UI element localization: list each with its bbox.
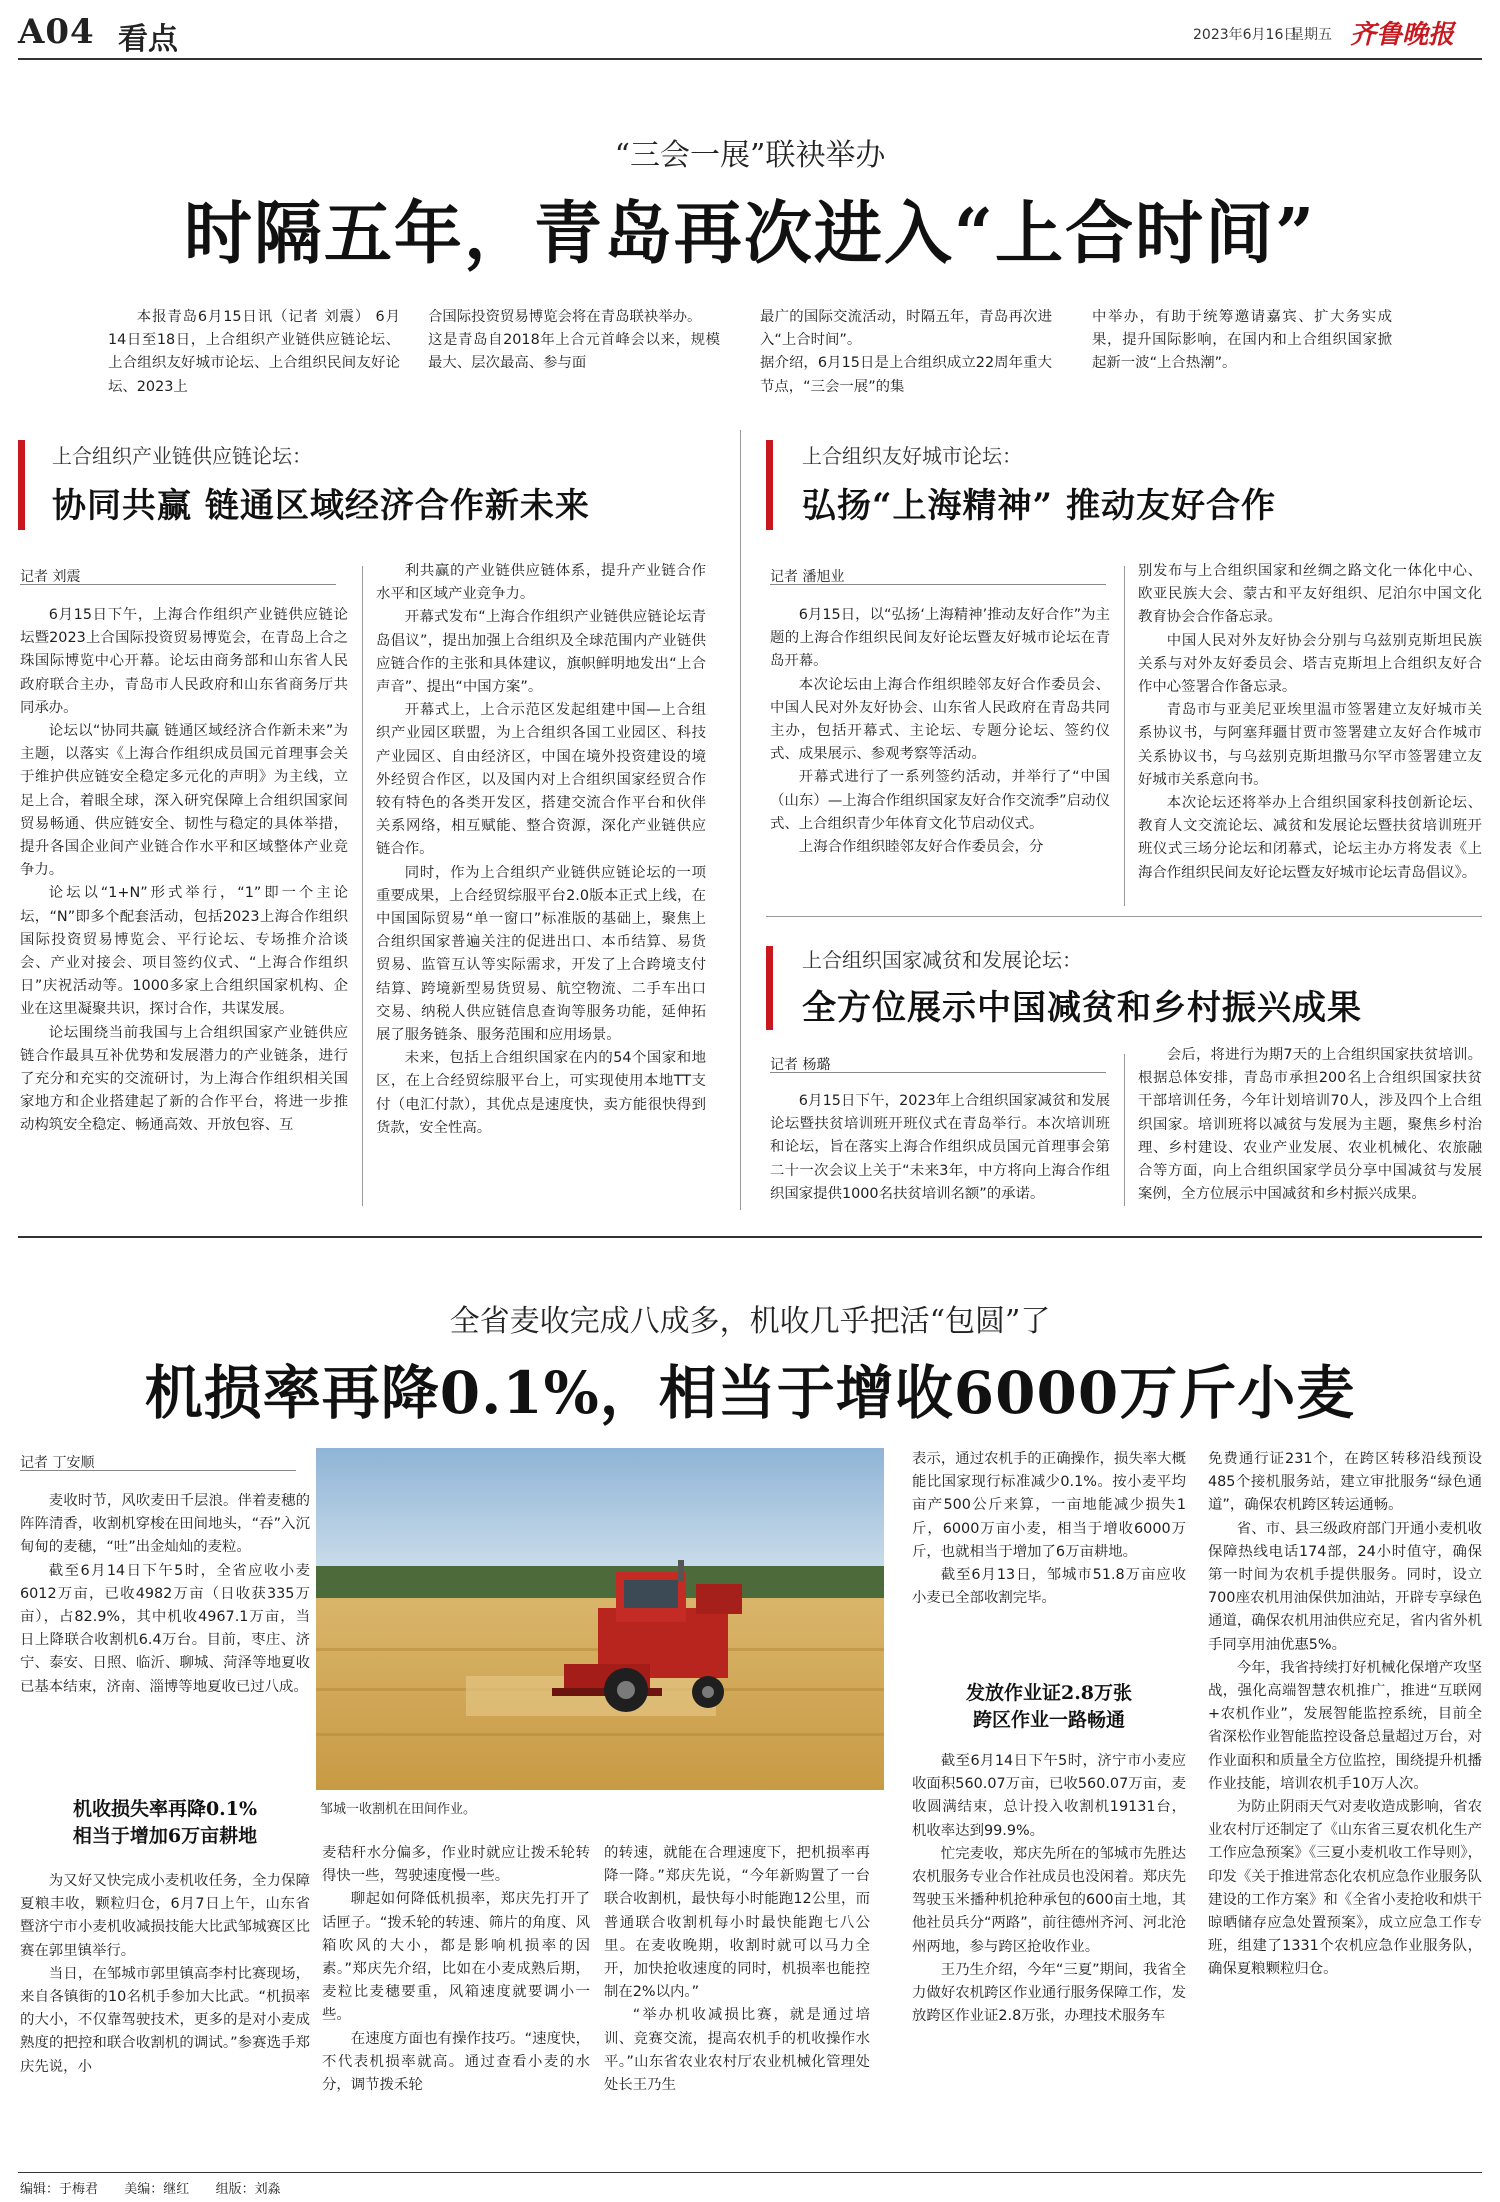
paragraph: 6月15日，以“弘扬‘上海精神’推动友好合作”为主题的上海合作组织民间友好论坛暨友好城市论坛在青岛开幕。 <box>770 607 1110 670</box>
section-separator <box>18 1236 1482 1238</box>
lead-column-2: 合国际投资贸易博览会将在青岛联袂举办。 这是青岛自2018年上合元首峰会以来，规模最大、层次最高、参与面 <box>428 309 720 372</box>
paragraph: 表示，通过农机手的正确操作，损失率大概能比国家现行标准减少0.1%。按小麦平均亩产500公斤来算，一亩地能减少损失1斤，6000万亩小麦，相当于增收6000万斤，也就相当于增加了6万亩耕地。 <box>912 1451 1186 1560</box>
paragraph: 论坛围绕当前我国与上合组织国家产业链供应链合作最具互补优势和发展潜力的产业链条，进行了充分和充实的交流研讨，为上海合作组织相关国家地方和企业搭建起了新的合作平台，将进一步推动构筑安全稳定、畅通高效、开放包容、互 <box>20 1024 348 1134</box>
story1-byline: 记者 刘震 <box>20 569 81 585</box>
story4-column-1-bottom <box>20 1870 310 2166</box>
harvester-photo-illustration <box>316 1448 884 1790</box>
paragraph: “举办机收减损比赛，就是通过培训、竞赛交流，提高农机手的机收操作水平。”山东省农业农村厅农业机械化管理处处长王乃生 <box>604 2007 870 2094</box>
story2-accent-bar <box>766 440 773 530</box>
story1-accent-bar <box>18 440 25 530</box>
story1-headline: 协同共赢 链通区域经济合作新未来 <box>52 486 590 526</box>
story-divider-center <box>740 430 741 1210</box>
footer-art-editor: 美编：继红 <box>124 2182 190 2197</box>
story4-column-1-top <box>20 1490 310 1770</box>
footer-rule <box>18 2172 1482 2173</box>
paragraph: 今年，我省持续打好机械化保增产攻坚战，强化高端智慧农机推广，推进“互联网+农机作业”，发展智能监控系统，目前全省深松作业智能监控设备总量超过万台，对作业面积和质量全方位监控，围绕提升机播作业技能，培训农机手10万人次。 <box>1208 1659 1482 1792</box>
issue-weekday: 星期五 <box>1290 27 1332 43</box>
paragraph: 在速度方面也有操作技巧。“速度快，不代表机损率就高。通过查看小麦的水分，调节拨禾轮 <box>322 2030 590 2094</box>
story4-column-4-top <box>912 1448 1186 1670</box>
story3-column-2 <box>1138 1044 1482 1208</box>
footer-credits <box>20 2178 281 2197</box>
paragraph: 利共赢的产业链供应链体系，提升产业链合作水平和区域产业竞争力。 <box>376 563 706 603</box>
paragraph: 为又好又快完成小麦机收任务，全力保障夏粮丰收，颗粒归仓，6月7日上午，山东省暨济宁市小麦机收减损技能大比武邹城赛区比赛在郭里镇举行。 <box>20 1873 310 1959</box>
story4-column-3-top <box>604 1842 870 2166</box>
paragraph: 青岛市与亚美尼亚埃里温市签署建立友好城市关系协议书，与阿塞拜疆甘贾市签署建立友好合作城市关系协议书，与乌兹别克斯坦撒马尔罕市签署建立友好城市关系意向书。 <box>1138 702 1482 788</box>
paragraph: 论坛以“1+N”形式举行，“1”即一个主论坛，“N”即多个配套活动，包括2023上海合作组织国际投资贸易博览会、平行论坛、专场推介洽谈会、产业对接会、项目签约仪式、“上海合作组织日”庆祝活动等。1000多家上合组织国家机构、企业在这里凝聚共识，探讨合作，共谋发展。 <box>20 885 348 1018</box>
paragraph: 开幕式发布“上海合作组织产业链供应链论坛青岛倡议”，提出加强上合组织及全球范围内产业链供应链合作的主张和具体建议，旗帜鲜明地发出“上合声音”、提出“中国方案”。 <box>376 609 706 696</box>
story1-kicker: 上合组织产业链供应链论坛： <box>52 444 312 468</box>
story2-column-1 <box>770 604 1110 906</box>
subhead-line: 相当于增加6万亩耕地 <box>72 1825 258 1847</box>
story2-story3-rule <box>766 916 1482 917</box>
story4-column-4 <box>912 1750 1186 2166</box>
issue-date: 2023年6月16日 <box>1193 27 1298 43</box>
story2-headline: 弘扬“上海精神” 推动友好合作 <box>802 486 1276 526</box>
newspaper-logo: 齐鲁晚报 <box>1350 20 1455 50</box>
footer-layout: 组版：刘淼 <box>215 2182 281 2197</box>
paragraph: 省、市、县三级政府部门开通小麦机收保障热线电话174部，24小时值守，确保第一时间为农机手提供服务。同时，设立700座农机用油保供加油站，开辟专享绿色通道，确保农机用油供应充足，省内省外机手同享用油优惠5%。 <box>1208 1520 1482 1653</box>
subhead-line: 发放作业证2.8万张 <box>965 1682 1133 1704</box>
paragraph: 截至6月14日下午5时，济宁市小麦应收面积560.07万亩，已收560.07万亩，麦收圆满结束，总计投入收割机19131台，机收率达到99.9%。 <box>912 1753 1186 1839</box>
paragraph: 6月15日下午，上海合作组织产业链供应链论坛暨2023上合国际投资贸易博览会，在青岛上合之珠国际博览中心开幕。论坛由商务部和山东省人民政府联合主办，青岛市人民政府和山东省商务厅共同承办。 <box>20 607 348 716</box>
lead-kicker: “三会一展”联袂举办 <box>614 138 886 173</box>
story2-byline: 记者 潘旭业 <box>770 569 845 585</box>
section-name: 看点 <box>118 22 178 57</box>
story2-byline-rule <box>770 584 1106 585</box>
story3-column-1 <box>770 1090 1110 1208</box>
lead-column-3: 最广的国际交流活动，时隔五年，青岛再次进入“上合时间”。 据介绍，6月15日是上合组织成立22周年重大节点，“三会一展”的集 <box>760 309 1052 395</box>
paragraph: 同时，作为上合组织产业链供应链论坛的一项重要成果，上合经贸综服平台2.0版本正式上线，在中国国际贸易“单一窗口”标准版的基础上，聚焦上合组织国家普遍关注的促进出口、本币结算、易货贸易、监管互认等实际需求，开发了上合跨境支付结算、跨境新型易货贸易、航空物流、二手车出口交易、纳税人供应链信息查询等服务功能，延伸拓展了服务链条、服务范围和应用场景。 <box>376 864 706 1044</box>
page-number: A04 <box>18 12 95 52</box>
story4-subhead-2 <box>912 1680 1186 1734</box>
paragraph: 上海合作组织睦邻友好合作委员会，分 <box>798 839 1044 856</box>
paragraph: 忙完麦收，郑庆先所在的邹城市先胜达农机服务专业合作社成员也没闲着。郑庆先驾驶玉米播种机抢种承包的600亩土地，其他社员兵分“两路”，前往德州齐河、河北沧州两地，参与跨区抢收作业。 <box>912 1845 1186 1955</box>
paragraph: 聊起如何降低机损率，郑庆先打开了话匣子。“拨禾轮的转速、筛片的角度、风箱吹风的大小，都是影响机损率的因素。”郑庆先介绍，比如在小麦成熟后期，麦粒比麦穗要重，风箱速度就要调小一些。 <box>322 1891 590 2024</box>
paragraph: 中国人民对外友好协会分别与乌兹别克斯坦民族关系与对外友好委员会、塔吉克斯坦上合组织友好合作中心签署合作备忘录。 <box>1138 632 1482 696</box>
story2-column-divider <box>1124 566 1125 906</box>
story4-byline: 记者 丁安顺 <box>20 1455 95 1471</box>
story4-byline-rule <box>20 1470 296 1471</box>
harvester-photo <box>316 1448 884 1790</box>
paragraph: 未来，包括上合组织国家在内的54个国家和地区，在上合经贸综服平台上，可实现使用本地TT支付（电汇付款），其优点是速度快，卖方能很快得到货款，安全性高。 <box>376 1050 706 1136</box>
paragraph: 免费通行证231个，在跨区转移沿线预设485个接机服务站，建立审批服务“绿色通道”，确保农机跨区转运通畅。 <box>1208 1451 1482 1514</box>
photo-caption: 邹城一收割机在田间作业。 <box>320 1802 477 1817</box>
story4-column-2 <box>322 1842 590 2166</box>
masthead <box>18 10 1482 56</box>
subhead-line: 跨区作业一路畅通 <box>972 1709 1125 1731</box>
paragraph: 本次论坛由上海合作组织睦邻友好合作委员会、中国人民对外友好协会、山东省人民政府在青岛共同主办，包括开幕式、主论坛、专题分论坛、签约仪式、成果展示、参观考察等活动。 <box>770 676 1110 763</box>
paragraph: 为防止阴雨天气对麦收造成影响，省农业农村厅还制定了《山东省三夏农机化生产工作应急预案》《三夏小麦机收工作导则》，印发《关于推进常态化农机应急作业服务队建设的工作方案》和《全省小麦抢收和烘干晾晒储存应急处置预案》，成立应急工作专班，组建了1331个农机应急作业服务队，确保夏粮颗粒归仓。 <box>1208 1799 1482 1978</box>
footer-editor: 编辑：于梅君 <box>20 2182 99 2197</box>
story2-column-2 <box>1138 560 1482 908</box>
story4-column-5 <box>1208 1448 1482 2166</box>
paragraph: 开幕式进行了一系列签约活动，并举行了“中国（山东）—上海合作组织国家友好合作交流季”启动仪式、上合组织青少年体育文化节启动仪式。 <box>770 769 1110 832</box>
story1-column-1 <box>20 604 348 1204</box>
story3-byline-rule <box>770 1072 1106 1073</box>
paragraph: 王乃生介绍，今年“三夏”期间，我省全力做好农机跨区作业通行服务保障工作，发放跨区作业证2.8万张，办理技术服务车 <box>912 1961 1186 2025</box>
lead-column-4: 中举办，有助于统筹邀请嘉宾、扩大务实成果，提升国际影响，在国内和上合组织国家掀起新一波“上合热潮”。 <box>1092 309 1392 372</box>
story3-accent-bar <box>766 946 773 1030</box>
paragraph: 本次论坛还将举办上合组织国家科技创新论坛、教育人文交流论坛、减贫和发展论坛暨扶贫培训班开班仪式三场分论坛和闭幕式，论坛主办方将发表《上海合作组织民间友好论坛暨友好城市论坛青岛倡议》。 <box>1138 795 1482 881</box>
story4-headline: 机损率再降0.1%，相当于增收6000万斤小麦 <box>144 1359 1356 1427</box>
paragraph: 麦收时节，风吹麦田千层浪。伴着麦穗的阵阵清香，收割机穿梭在田间地头，“吞”入沉甸甸的麦穗，“吐”出金灿灿的麦粒。 <box>20 1493 310 1556</box>
lead-headline: 时隔五年，青岛再次进入“上合时间” <box>183 194 1317 274</box>
paragraph: 6月15日下午，2023年上合组织国家减贫和发展论坛暨扶贫培训班开班仪式在青岛举行。本次培训班和论坛，旨在落实上海合作组织成员国元首理事会第二十一次会议上关于“未来3年，中方将向上海合作组织国家提供1000名扶贫培训名额”的承诺。 <box>770 1093 1110 1202</box>
story2-kicker: 上合组织友好城市论坛： <box>802 444 1022 468</box>
paragraph: 别发布与上合组织国家和丝绸之路文化一体化中心、欧亚民族大会、蒙古和平友好组织、尼泊尔中国文化教育协会合作备忘录。 <box>1138 563 1482 626</box>
story4-subhead-1 <box>20 1796 310 1850</box>
lead-column-1: 本报青岛6月15日讯（记者 刘震） 6月14日至18日，上合组织产业链供应链论坛、上合组织友好城市论坛、上合组织民间友好论坛、2023上 <box>108 309 400 395</box>
subhead-line: 机收损失率再降0.1% <box>72 1798 258 1820</box>
paragraph: 会后，将进行为期7天的上合组织国家扶贫培训。根据总体安排，青岛市承担200名上合组织国家扶贫干部培训任务，今年计划培训70人，涉及四个上合组织国家。培训班将以减贫与发展为主题，聚焦乡村治理、乡村建设、农业产业发展、农业机械化、农旅融合等方面，向上合组织国家学员分享中国减贫与发展案例，全方位展示中国减贫和乡村振兴成果。 <box>1138 1047 1482 1203</box>
story1-column-divider <box>362 566 363 1206</box>
paragraph: 麦秸秆水分偏多，作业时就应让拨禾轮转得快一些，驾驶速度慢一些。 <box>322 1845 590 1885</box>
story1-column-2 <box>376 560 706 1206</box>
story3-byline: 记者 杨璐 <box>770 1057 831 1073</box>
story3-headline: 全方位展示中国减贫和乡村振兴成果 <box>802 988 1362 1028</box>
paragraph: 截至6月13日，邹城市51.8万亩应收小麦已全部收割完毕。 <box>912 1567 1186 1607</box>
story1-byline-rule <box>20 584 336 585</box>
paragraph: 截至6月14日下午5时，全省应收小麦6012万亩，已收4982万亩（日收获335万亩），占82.9%，其中机收4967.1万亩，当日上降联合收割机6.4万台。目前，枣庄、济宁、泰安、日照、临沂、聊城、菏泽等地夏收已基本结束，济南、淄博等地夏收已过八成。 <box>20 1562 310 1695</box>
paragraph: 开幕式上，上合示范区发起组建中国—上合组织产业园区联盟，为上合组织各国工业园区、科技产业园区、自由经济区，中国在境外投资建设的境外经贸合作区，以及国内对上合组织国家经贸合作较有特色的各类开发区，搭建交流合作平台和伙伴关系网络，相互赋能、整合资源，深化产业链供应链合作。 <box>376 702 706 858</box>
story3-kicker: 上合组织国家减贫和发展论坛： <box>802 948 1082 972</box>
story3-column-divider <box>1124 1054 1125 1206</box>
story4-kicker: 全省麦收完成八成多，机收几乎把活“包圆”了 <box>449 1304 1051 1339</box>
masthead-rule <box>18 58 1482 60</box>
paragraph: 的转速，就能在合理速度下，把机损率再降一降。”郑庆先说，“今年新购置了一台联合收割机，最快每小时能跑12公里，而普通联合收割机每小时最快能跑七八公里。在麦收晚期，收割时就可以马力全开，加快抢收速度的同时，机损率也能控制在2%以内。” <box>604 1845 870 2001</box>
paragraph: 论坛以“协同共赢 链通区域经济合作新未来”为主题，以落实《上海合作组织成员国元首理事会关于维护供应链安全稳定多元化的声明》为主线，立足上合，着眼全球，深入研究保障上合组织国家间贸易畅通、供应链安全、韧性与稳定的具体举措，提升各国企业间产业链合作水平和区域整体产业竞争力。 <box>20 723 348 879</box>
paragraph: 当日，在邹城市郭里镇高李村比赛现场，来自各镇街的10名机手参加大比武。“机损率的大小，不仅靠驾驶技术，更多的是对小麦成熟度的把控和联合收割机的调试。”参赛选手郑庆先说，小 <box>20 1965 310 2075</box>
